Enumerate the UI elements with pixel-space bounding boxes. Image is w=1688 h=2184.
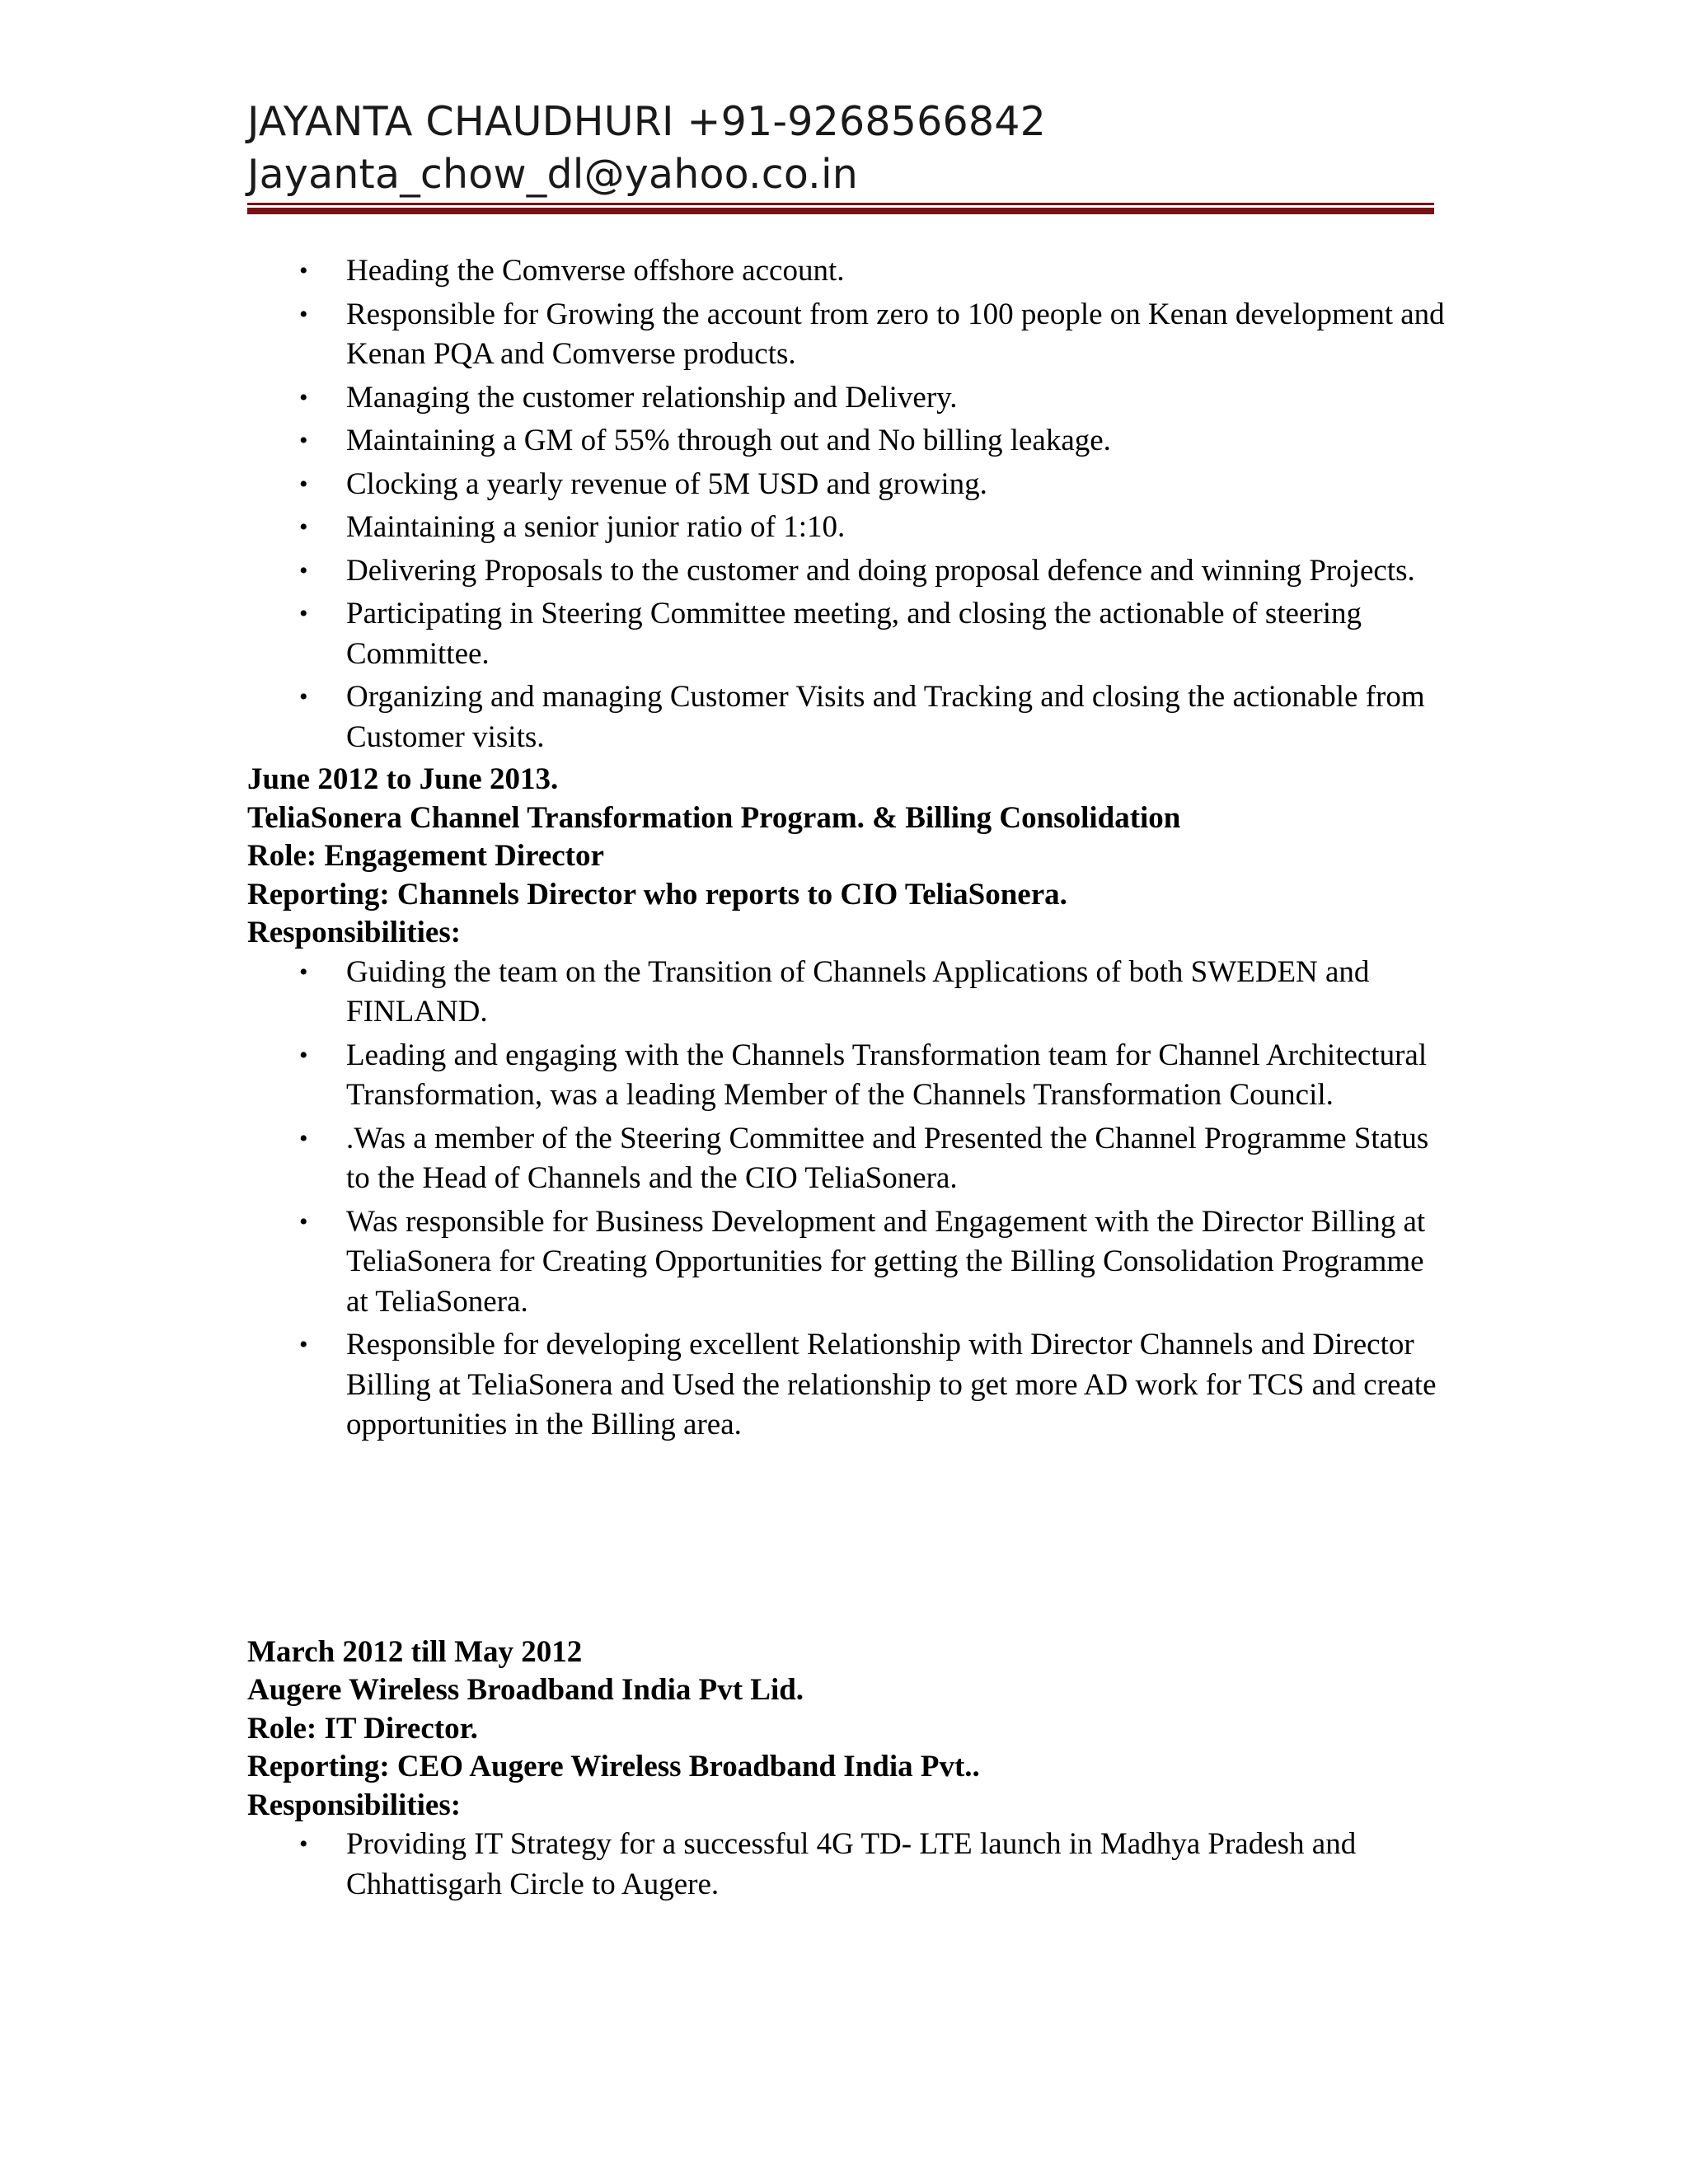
list-item: • Responsible for Growing the account from zero to 100 people on Kenan development and Kenan PQA and Comverse products. bbox=[247, 295, 1451, 375]
bullet-icon: • bbox=[299, 683, 308, 710]
bullet-icon: • bbox=[299, 1331, 308, 1358]
resume-body bbox=[247, 251, 1451, 1908]
section2-role: Role: IT Director. bbox=[247, 1711, 478, 1746]
list-item: • Maintaining a GM of 55% through out and No billing leakage. bbox=[247, 421, 1451, 462]
list-item: • Maintaining a senior junior ratio of 1:10. bbox=[247, 508, 1451, 548]
section1-program: TeliaSonera Channel Transformation Program. & Billing Consolidation bbox=[247, 800, 1181, 835]
section1-bullet-list bbox=[247, 953, 1451, 1446]
list-item: • .Was a member of the Steering Committee and Presented the Channel Programme Status to the Head of Channels and the CIO TeliaSonera. bbox=[247, 1119, 1451, 1199]
bullet-icon: • bbox=[299, 958, 308, 986]
list-item: • Managing the customer relationship and Delivery. bbox=[247, 378, 1451, 419]
section2-company: Augere Wireless Broadband India Pvt Lid. bbox=[247, 1673, 804, 1707]
bullet-icon: • bbox=[299, 600, 308, 627]
list-item: • Leading and engaging with the Channels Transformation team for Channel Architectural Transformation, was a leading Member of the Channels Transformation Council. bbox=[247, 1036, 1451, 1116]
list-item: • Was responsible for Business Development and Engagement with the Director Billing at TeliaSonera for Creating Opportunities for getting the Billing Consolidation Programme at TeliaSonera. bbox=[247, 1202, 1451, 1323]
bullet-icon: • bbox=[299, 556, 308, 584]
bullet-icon: • bbox=[299, 513, 308, 541]
section1-role: Role: Engagement Director bbox=[247, 839, 604, 873]
section-spacer bbox=[247, 1449, 1451, 1633]
intro-bullet-list bbox=[247, 251, 1451, 757]
list-item: • Guiding the team on the Transition of Channels Applications of both SWEDEN and FINLAND. bbox=[247, 953, 1451, 1033]
bullet-icon: • bbox=[299, 383, 308, 411]
section2-bullet-list bbox=[247, 1825, 1451, 1905]
section1-responsibilities-label: Responsibilities: bbox=[247, 916, 462, 949]
section1-reporting: Reporting: Channels Director who reports to CIO TeliaSonera. bbox=[247, 877, 1067, 912]
section1-period: June 2012 to June 2013. bbox=[247, 762, 559, 796]
name-phone: JAYANTA CHAUDHURI +91-9268566842 bbox=[247, 98, 1047, 145]
header-rule-thin bbox=[247, 203, 1434, 205]
bullet-icon: • bbox=[299, 1124, 308, 1152]
section2-reporting: Reporting: CEO Augere Wireless Broadband India Pvt.. bbox=[247, 1750, 980, 1783]
page-header bbox=[247, 96, 1434, 201]
bullet-icon: • bbox=[299, 300, 308, 328]
bullet-icon: • bbox=[299, 470, 308, 498]
bullet-icon: • bbox=[299, 1207, 308, 1235]
list-item: • Delivering Proposals to the customer and doing proposal defence and winning Projects. bbox=[247, 551, 1451, 592]
list-item: • Participating in Steering Committee meeting, and closing the actionable of steering Committee. bbox=[247, 594, 1451, 674]
bullet-icon: • bbox=[299, 427, 308, 454]
list-item: • Responsible for developing excellent Relationship with Director Channels and Director Billing at TeliaSonera and Used the relationship to get more AD work for TCS and create opportunities in the Billing area. bbox=[247, 1325, 1451, 1446]
list-item: • Organizing and managing Customer Visits and Tracking and closing the actionable from Customer visits. bbox=[247, 677, 1451, 757]
email-address: Jayanta_chow_dl@yahoo.co.in bbox=[247, 151, 859, 198]
list-item: • Heading the Comverse offshore account. bbox=[247, 251, 1451, 292]
bullet-icon: • bbox=[299, 1041, 308, 1069]
bullet-icon: • bbox=[299, 257, 308, 284]
header-rule-thick bbox=[247, 208, 1434, 214]
bullet-icon: • bbox=[299, 1830, 308, 1858]
list-item: • Clocking a yearly revenue of 5M USD and growing. bbox=[247, 465, 1451, 505]
section2-responsibilities-label: Responsibilities: bbox=[247, 1788, 462, 1822]
list-item: • Providing IT Strategy for a successful 4G TD- LTE launch in Madhya Pradesh and Chhattisgarh Circle to Augere. bbox=[247, 1825, 1451, 1905]
section2-period: March 2012 till May 2012 bbox=[247, 1634, 583, 1669]
